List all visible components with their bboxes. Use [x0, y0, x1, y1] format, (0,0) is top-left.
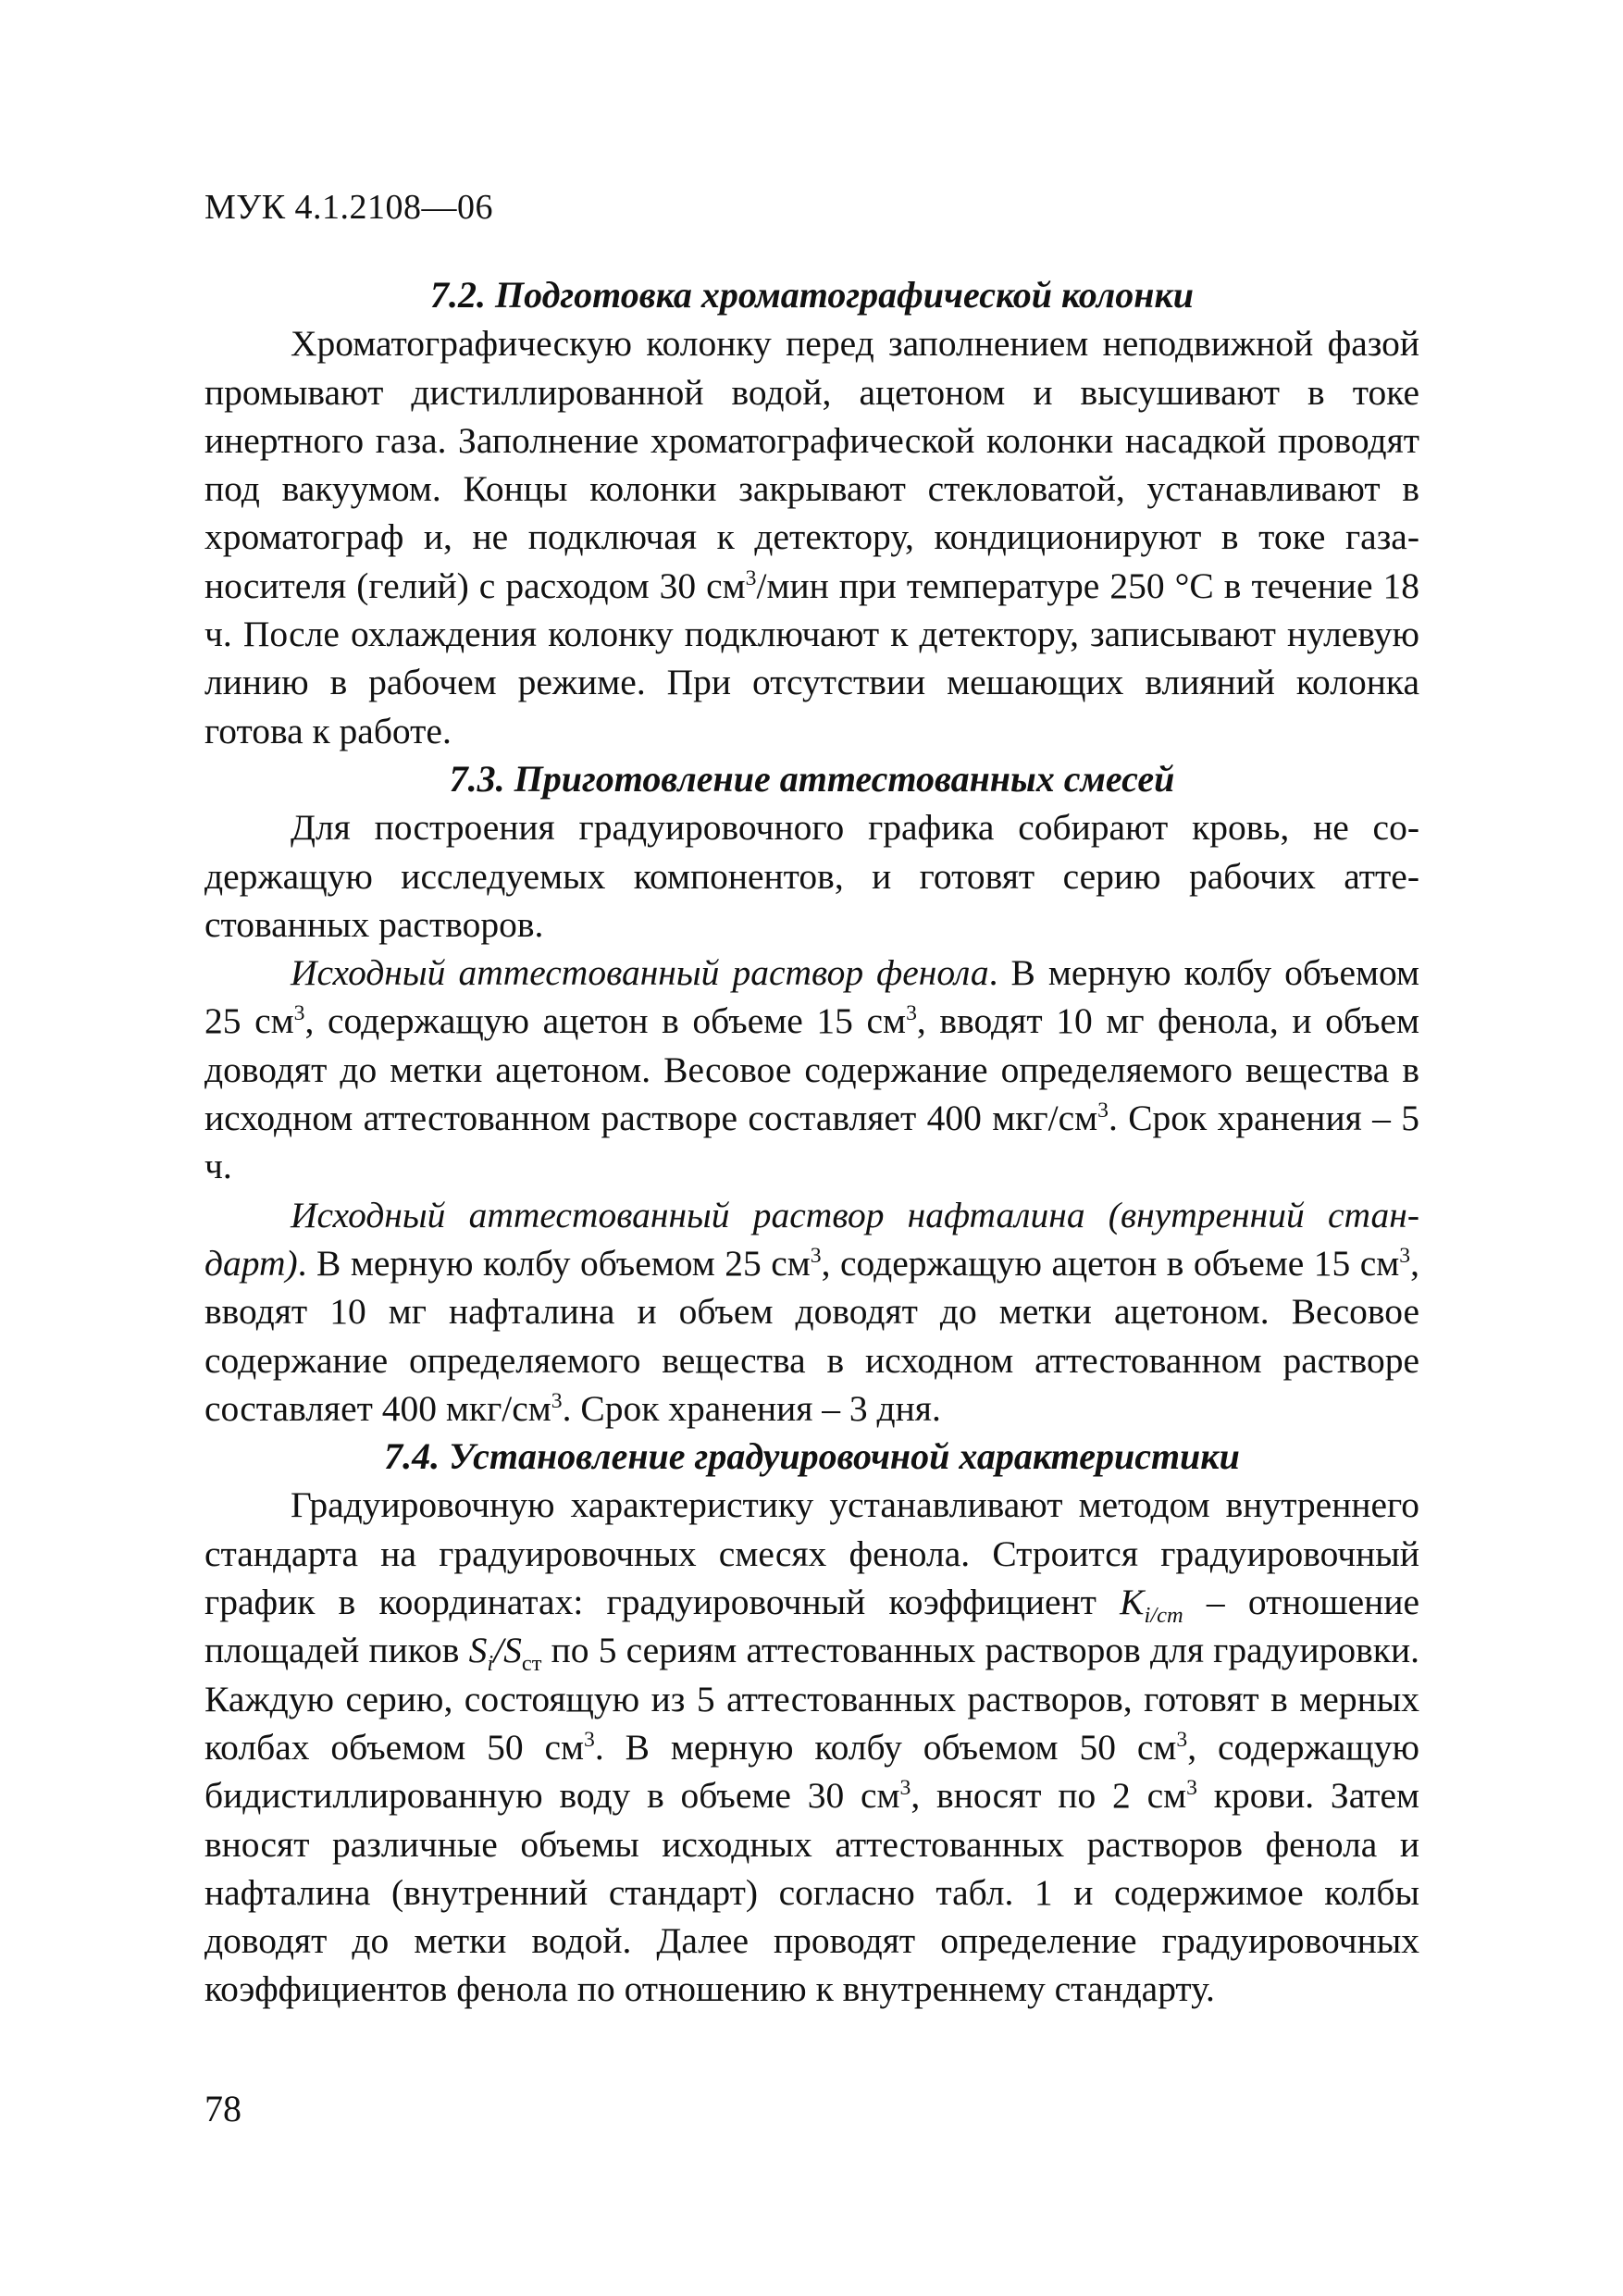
document-body [204, 271, 1419, 2014]
section-title-7-3: 7.3. Приготовление аттестованных смесей [449, 757, 1175, 800]
paragraph-column-preparation [204, 319, 1419, 755]
document-code-header: МУК 4.1.2108—06 [204, 188, 494, 227]
text-run: . В мерную колбу объемом 50 см [594, 1726, 1177, 1768]
superscript: 3 [1097, 1098, 1109, 1123]
text-run: . В мерную колбу объемом 25 см [297, 1242, 811, 1284]
symbol-k: K [1120, 1582, 1145, 1623]
slash: / [493, 1630, 504, 1671]
italic-lead: Исходный аттестованный раствор фенола [291, 952, 989, 994]
text-run: Градуировочную характеристику устанавливают методом внутреннего стандарта на градуировочных смесях фенола. Строится градуировочный график в координатах: градуировочный коэффициент [204, 1484, 1419, 1623]
text-run: , вводят 10 мг фенола, и объем доводят до метки ацетоном. Весовое содержание определяемого вещества в исходном аттестованном растворе составляет 400 мкг/см [204, 1000, 1420, 1139]
superscript: 3 [899, 1776, 911, 1801]
page-number: 78 [204, 2088, 242, 2129]
superscript: 3 [584, 1727, 595, 1752]
text-run: , вводят 10 мг нафталина и объем доводят до метки ацетоном. Весовое содержание определяемого вещества в исходном аттестованном растворе составляет 400 мкг/см [204, 1242, 1419, 1429]
superscript: 3 [1186, 1776, 1197, 1801]
text-run: крови. Затем вносят различные объемы исходных аттестованных растворов фенола и нафталина (внутренний стандарт) согласно табл. 1 и содержимое колбы доводят до метки водой. Далее проводят определение градуировочных коэффициентов фенола по отношению к внутреннему стандарту. [204, 1775, 1419, 2010]
superscript: 3 [1176, 1727, 1188, 1752]
superscript: 3 [551, 1388, 563, 1413]
text-run: , вносят по 2 см [911, 1775, 1187, 1817]
paragraph-calibration-characteristic [204, 1481, 1419, 2013]
symbol-s: S [468, 1630, 488, 1671]
superscript: 3 [293, 1001, 305, 1026]
superscript: 3 [906, 1001, 917, 1026]
symbol-s: S [503, 1630, 522, 1671]
text-run: . Срок хранения – 5 ч. [204, 1098, 1419, 1187]
text-run: , содержащую ацетон в объеме 15 см [304, 1000, 907, 1042]
text-run: /мин при температуре 250 °С в течение 18 ч. После охлаждения колонку подключают к детектору, записывают нулевую линию в рабочем режиме. При отсутствии мешающих влияний колонка готова к работе. [204, 565, 1419, 751]
italic-lead: Исходный аттестованный раствор нафталина (внутренний стандарт) [204, 1194, 1419, 1284]
section-title-7-2: 7.2. Подготовка хроматографической колонки [429, 274, 1195, 316]
paragraph-phenol-solution [204, 949, 1419, 1190]
text-run: – отношение площадей пиков [204, 1582, 1419, 1671]
text-run: , содержащую бидистиллированную воду в объеме 30 см [204, 1726, 1419, 1817]
text-run: . В мерную колбу объемом 25 см [204, 952, 1419, 1042]
superscript: 3 [810, 1243, 822, 1268]
text-run: . Срок хранения – 3 дня. [562, 1387, 941, 1429]
paragraph-calibration-blood: Для построения градуировочного графика собирают кровь, не содержащую исследуемых компонентов, и готовят серию рабочих аттестованных растворов. [204, 807, 1419, 945]
text-run: Хроматографическую колонку перед заполнением неподвижной фазой промывают дистиллированной водой, ацетоном и высушивают в токе инертного газа. Заполнение хроматографической колонки насадкой проводят под вакуумом. Концы колонки закрывают стекловатой, устанавливают в хроматограф и, не подключая к детектору, кондиционируют в токе газа-носителя (гелий) с расходом 30 см [204, 323, 1419, 606]
text-run: по 5 сериям аттестованных растворов для градуировки. Каждую серию, состоящую из 5 аттестованных растворов, готовят в мерных колбах объемом 50 см [204, 1630, 1419, 1768]
subscript: ст [521, 1651, 542, 1677]
paragraph-naphthalene-solution [204, 1191, 1419, 1433]
superscript: 3 [745, 565, 757, 590]
subscript: i/ст [1144, 1602, 1183, 1628]
subscript: i [487, 1651, 494, 1677]
section-title-7-4: 7.4. Установление градуировочной характеристики [384, 1435, 1240, 1478]
text-run: , содержащую ацетон в объеме 15 см [821, 1242, 1400, 1284]
superscript: 3 [1399, 1243, 1411, 1268]
